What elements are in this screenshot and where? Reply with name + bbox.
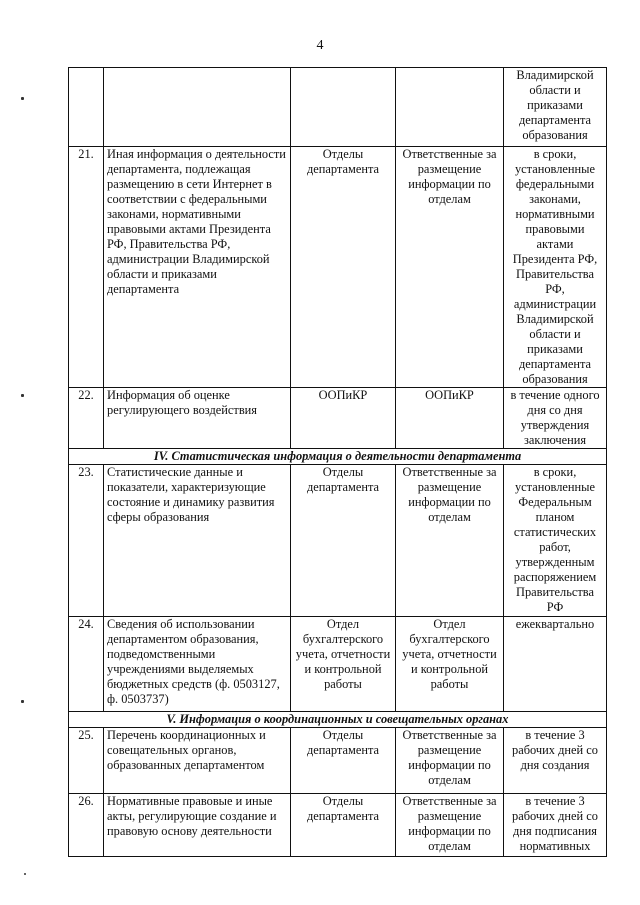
prepares-cell: Отделы департамента xyxy=(291,728,396,794)
row-number-cell: 25. xyxy=(69,728,104,794)
scan-speck xyxy=(24,873,26,875)
section-row xyxy=(69,449,607,465)
prepares-cell: Отделы департамента xyxy=(291,147,396,388)
prepares-cell: Отделы департамента xyxy=(291,465,396,617)
table-row xyxy=(69,68,607,147)
information-table xyxy=(68,67,607,857)
prepares-cell: Отделы департамента xyxy=(291,794,396,857)
places-cell: Ответственные за размещение информации по отделам xyxy=(396,794,504,857)
section-heading: V. Информация о координационных и совещательных органах xyxy=(69,712,607,728)
info-cell: Иная информация о деятельности департамента, подлежащая размещению в сети Интернет в соответствии с федеральными законами, нормативными правовыми актами Президента РФ, Правительства РФ, администрации Владимирской области и приказами департамента xyxy=(104,147,291,388)
scan-speck xyxy=(21,700,24,703)
section-row xyxy=(69,712,607,728)
row-number-cell: 26. xyxy=(69,794,104,857)
table-row xyxy=(69,388,607,449)
places-cell: Ответственные за размещение информации по отделам xyxy=(396,465,504,617)
table-row xyxy=(69,617,607,712)
info-cell: Статистические данные и показатели, характеризующие состояние и динамику развития сферы образования xyxy=(104,465,291,617)
info-cell: Перечень координационных и совещательных органов, образованных департаментом xyxy=(104,728,291,794)
deadline-cell: в течение 3 рабочих дней со дня подписания нормативных xyxy=(504,794,607,857)
info-cell: Информация об оценке регулирующего воздействия xyxy=(104,388,291,449)
row-number-cell: 22. xyxy=(69,388,104,449)
page-number: 4 xyxy=(316,38,324,53)
places-cell: ООПиКР xyxy=(396,388,504,449)
prepares-cell: Отдел бухгалтерского учета, отчетности и контрольной работы xyxy=(291,617,396,712)
row-number-cell: 23. xyxy=(69,465,104,617)
places-cell: Ответственные за размещение информации по отделам xyxy=(396,147,504,388)
deadline-cell: в сроки, установленные федеральными законами, нормативными правовыми актами Президента РФ, Правительства РФ, администрации Владимирской области и приказами департамента образования xyxy=(504,147,607,388)
info-cell xyxy=(104,68,291,147)
row-number-cell xyxy=(69,68,104,147)
row-number-cell: 24. xyxy=(69,617,104,712)
info-cell: Нормативные правовые и иные акты, регулирующие создание и правовую основу деятельности xyxy=(104,794,291,857)
prepares-cell xyxy=(291,68,396,147)
places-cell: Отдел бухгалтерского учета, отчетности и контрольной работы xyxy=(396,617,504,712)
deadline-cell: в сроки, установленные Федеральным планом статистических работ, утвержденным распоряжением Правительства РФ xyxy=(504,465,607,617)
info-cell: Сведения об использовании департаментом образования, подведомственными учреждениями выделяемых бюджетных средств (ф. 0503127, ф. 0503737) xyxy=(104,617,291,712)
table-row xyxy=(69,728,607,794)
section-heading: IV. Статистическая информация о деятельности департамента xyxy=(69,449,607,465)
table-row xyxy=(69,794,607,857)
places-cell: Ответственные за размещение информации по отделам xyxy=(396,728,504,794)
places-cell xyxy=(396,68,504,147)
scan-speck xyxy=(21,97,24,100)
deadline-cell: Владимирской области и приказами департамента образования xyxy=(504,68,607,147)
deadline-cell: ежеквартально xyxy=(504,617,607,712)
deadline-cell: в течение одного дня со дня утверждения заключения xyxy=(504,388,607,449)
deadline-cell: в течение 3 рабочих дней со дня создания xyxy=(504,728,607,794)
prepares-cell: ООПиКР xyxy=(291,388,396,449)
table-row xyxy=(69,465,607,617)
scan-speck xyxy=(21,394,24,397)
table-row xyxy=(69,147,607,388)
row-number-cell: 21. xyxy=(69,147,104,388)
